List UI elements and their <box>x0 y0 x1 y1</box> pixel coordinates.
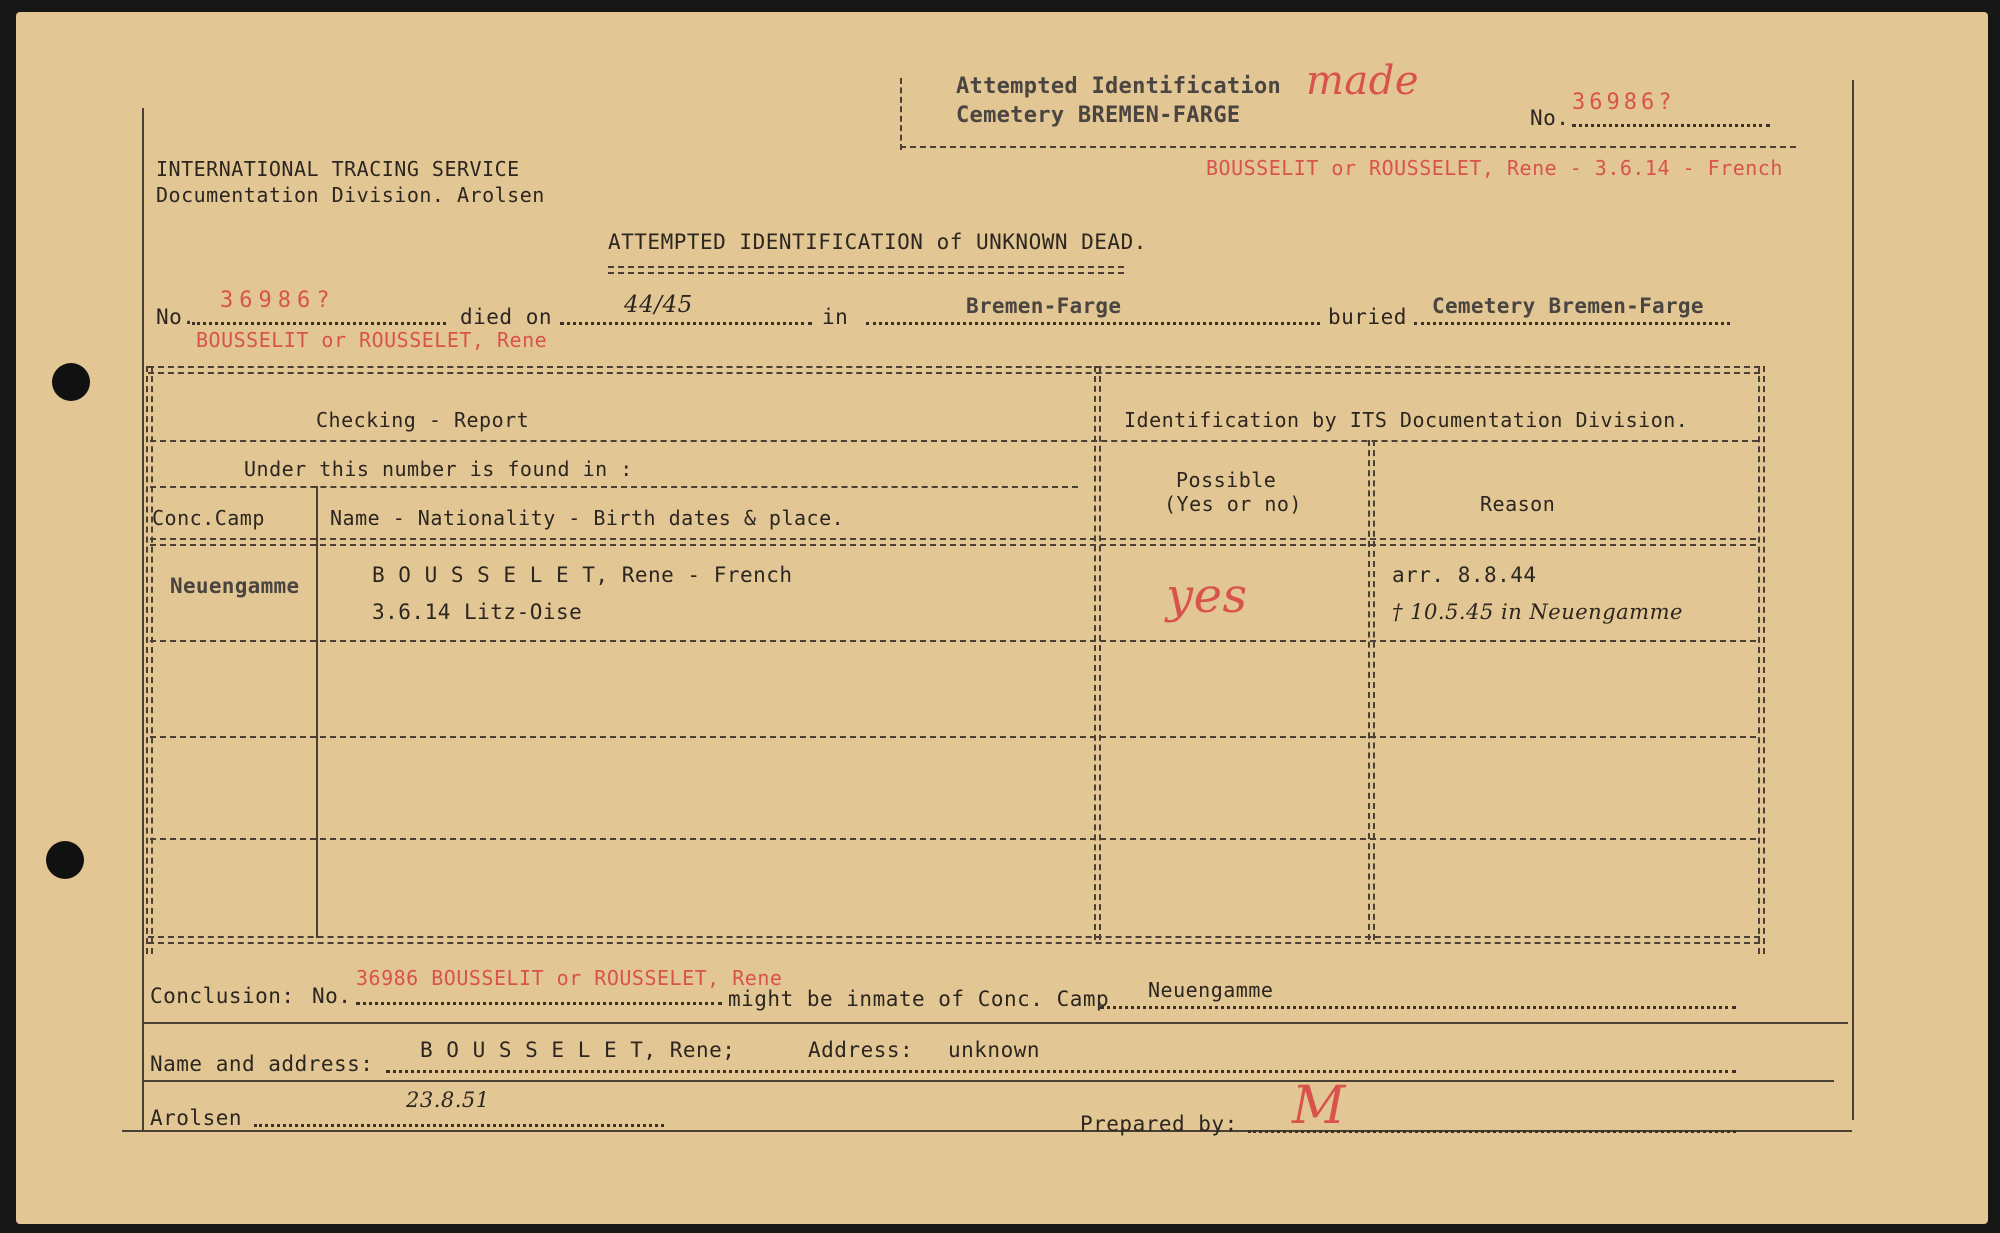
col-reason-header: Reason <box>1480 492 1556 516</box>
died-on-label: died on <box>460 305 553 329</box>
name-address-divider <box>144 1080 1834 1082</box>
in-label: in <box>822 305 849 329</box>
under-number-text: Under this number is found in : <box>244 457 633 481</box>
place-label: Arolsen <box>150 1106 243 1130</box>
conclusion-camp-value: Neuengamme <box>1148 978 1274 1002</box>
row1-reason-line1: arr. 8.8.44 <box>1392 563 1537 587</box>
organization-name: INTERNATIONAL TRACING SERVICE <box>156 157 520 181</box>
might-be-inmate-text: might be inmate of Conc. Camp <box>728 987 1110 1011</box>
prepared-by-label: Prepared by: <box>1080 1112 1238 1136</box>
name-value: B O U S S E L E T, Rene; <box>420 1038 736 1062</box>
stamp-cemetery: Cemetery BREMEN-FARGE <box>956 103 1241 128</box>
name-address-label: Name and address: <box>150 1052 374 1076</box>
col-possible-header-1: Possible <box>1176 468 1277 492</box>
col-possible-header-2: (Yes or no) <box>1164 492 1302 516</box>
record-name-line: BOUSSELIT or ROUSSELET, Rene <box>196 328 548 352</box>
conclusion-no-dots <box>356 1002 722 1005</box>
header-no-value: 36986? <box>1572 90 1676 115</box>
buried-label: buried <box>1328 305 1407 329</box>
died-on-dots <box>560 322 812 325</box>
row1-camp: Neuengamme <box>170 574 300 598</box>
row1-name-line2: 3.6.14 Litz-Oise <box>372 600 583 624</box>
divider-camp-name <box>316 486 318 938</box>
table-bottom-border <box>148 936 1760 944</box>
row1-name-line1: B O U S S E L E T, Rene - French <box>372 563 793 587</box>
date-value: 23.8.51 <box>406 1088 490 1112</box>
conclusion-no-label: No. <box>312 984 352 1008</box>
died-on-value: 44/45 <box>624 292 693 318</box>
table-left-border <box>146 366 153 954</box>
prepared-by-signature: M <box>1292 1076 1346 1136</box>
table-right-border <box>1758 366 1765 954</box>
checking-report-header: Checking - Report <box>316 408 530 432</box>
divider-possible-reason <box>1368 440 1375 940</box>
col-camp-header: Conc.Camp <box>152 506 265 530</box>
in-value: Bremen-Farge <box>966 294 1122 318</box>
divider-checking-identification <box>1094 366 1101 940</box>
table-top-border <box>148 366 1760 374</box>
col-name-header: Name - Nationality - Birth dates & place. <box>330 506 845 530</box>
conclusion-camp-dots <box>1100 1006 1736 1009</box>
row-divider-1 <box>150 640 1756 642</box>
title-underline <box>608 266 1124 274</box>
row-divider-2 <box>150 736 1756 738</box>
header-bottom-divider <box>150 538 1756 546</box>
division-name: Documentation Division. Arolsen <box>156 183 545 207</box>
record-no-label: No. <box>156 305 196 329</box>
right-border <box>1852 80 1854 1120</box>
conclusion-no-value: 36986 BOUSSELIT or ROUSSELET, Rene <box>356 966 783 990</box>
handwritten-made: made <box>1306 58 1420 104</box>
header-no-dots <box>1572 124 1770 127</box>
buried-dots <box>1414 322 1730 325</box>
document-title: ATTEMPTED IDENTIFICATION of UNKNOWN DEAD. <box>608 230 1147 254</box>
record-no-value: 36986? <box>220 288 336 313</box>
row1-possible: yes <box>1166 568 1248 624</box>
left-border <box>142 108 144 1132</box>
name-address-dots <box>386 1070 1736 1073</box>
conclusion-label: Conclusion: <box>150 984 295 1008</box>
record-no-dots <box>192 322 446 325</box>
document-card <box>16 12 1988 1224</box>
punch-hole-top <box>52 363 90 401</box>
stamp-box-bottom <box>900 146 1796 148</box>
row-divider-3 <box>150 838 1756 840</box>
header-row-divider <box>150 440 1758 442</box>
stamp-box-left <box>900 78 902 150</box>
buried-value: Cemetery Bremen-Farge <box>1432 294 1704 318</box>
address-value: unknown <box>948 1038 1041 1062</box>
punch-hole-bottom <box>46 841 84 879</box>
address-label: Address: <box>808 1038 914 1062</box>
place-date-dots <box>254 1124 664 1127</box>
identification-header: Identification by ITS Documentation Division. <box>1124 408 1689 432</box>
header-no-label: No. <box>1530 106 1570 130</box>
stamp-attempted-identification: Attempted Identification <box>956 74 1282 99</box>
row1-reason-line2: † 10.5.45 in Neuengamme <box>1392 600 1683 624</box>
in-dots <box>866 322 1320 325</box>
conclusion-divider <box>144 1022 1848 1024</box>
subject-heading: BOUSSELIT or ROUSSELET, Rene - 3.6.14 - French <box>1206 156 1783 180</box>
subheader-divider <box>150 486 1078 488</box>
